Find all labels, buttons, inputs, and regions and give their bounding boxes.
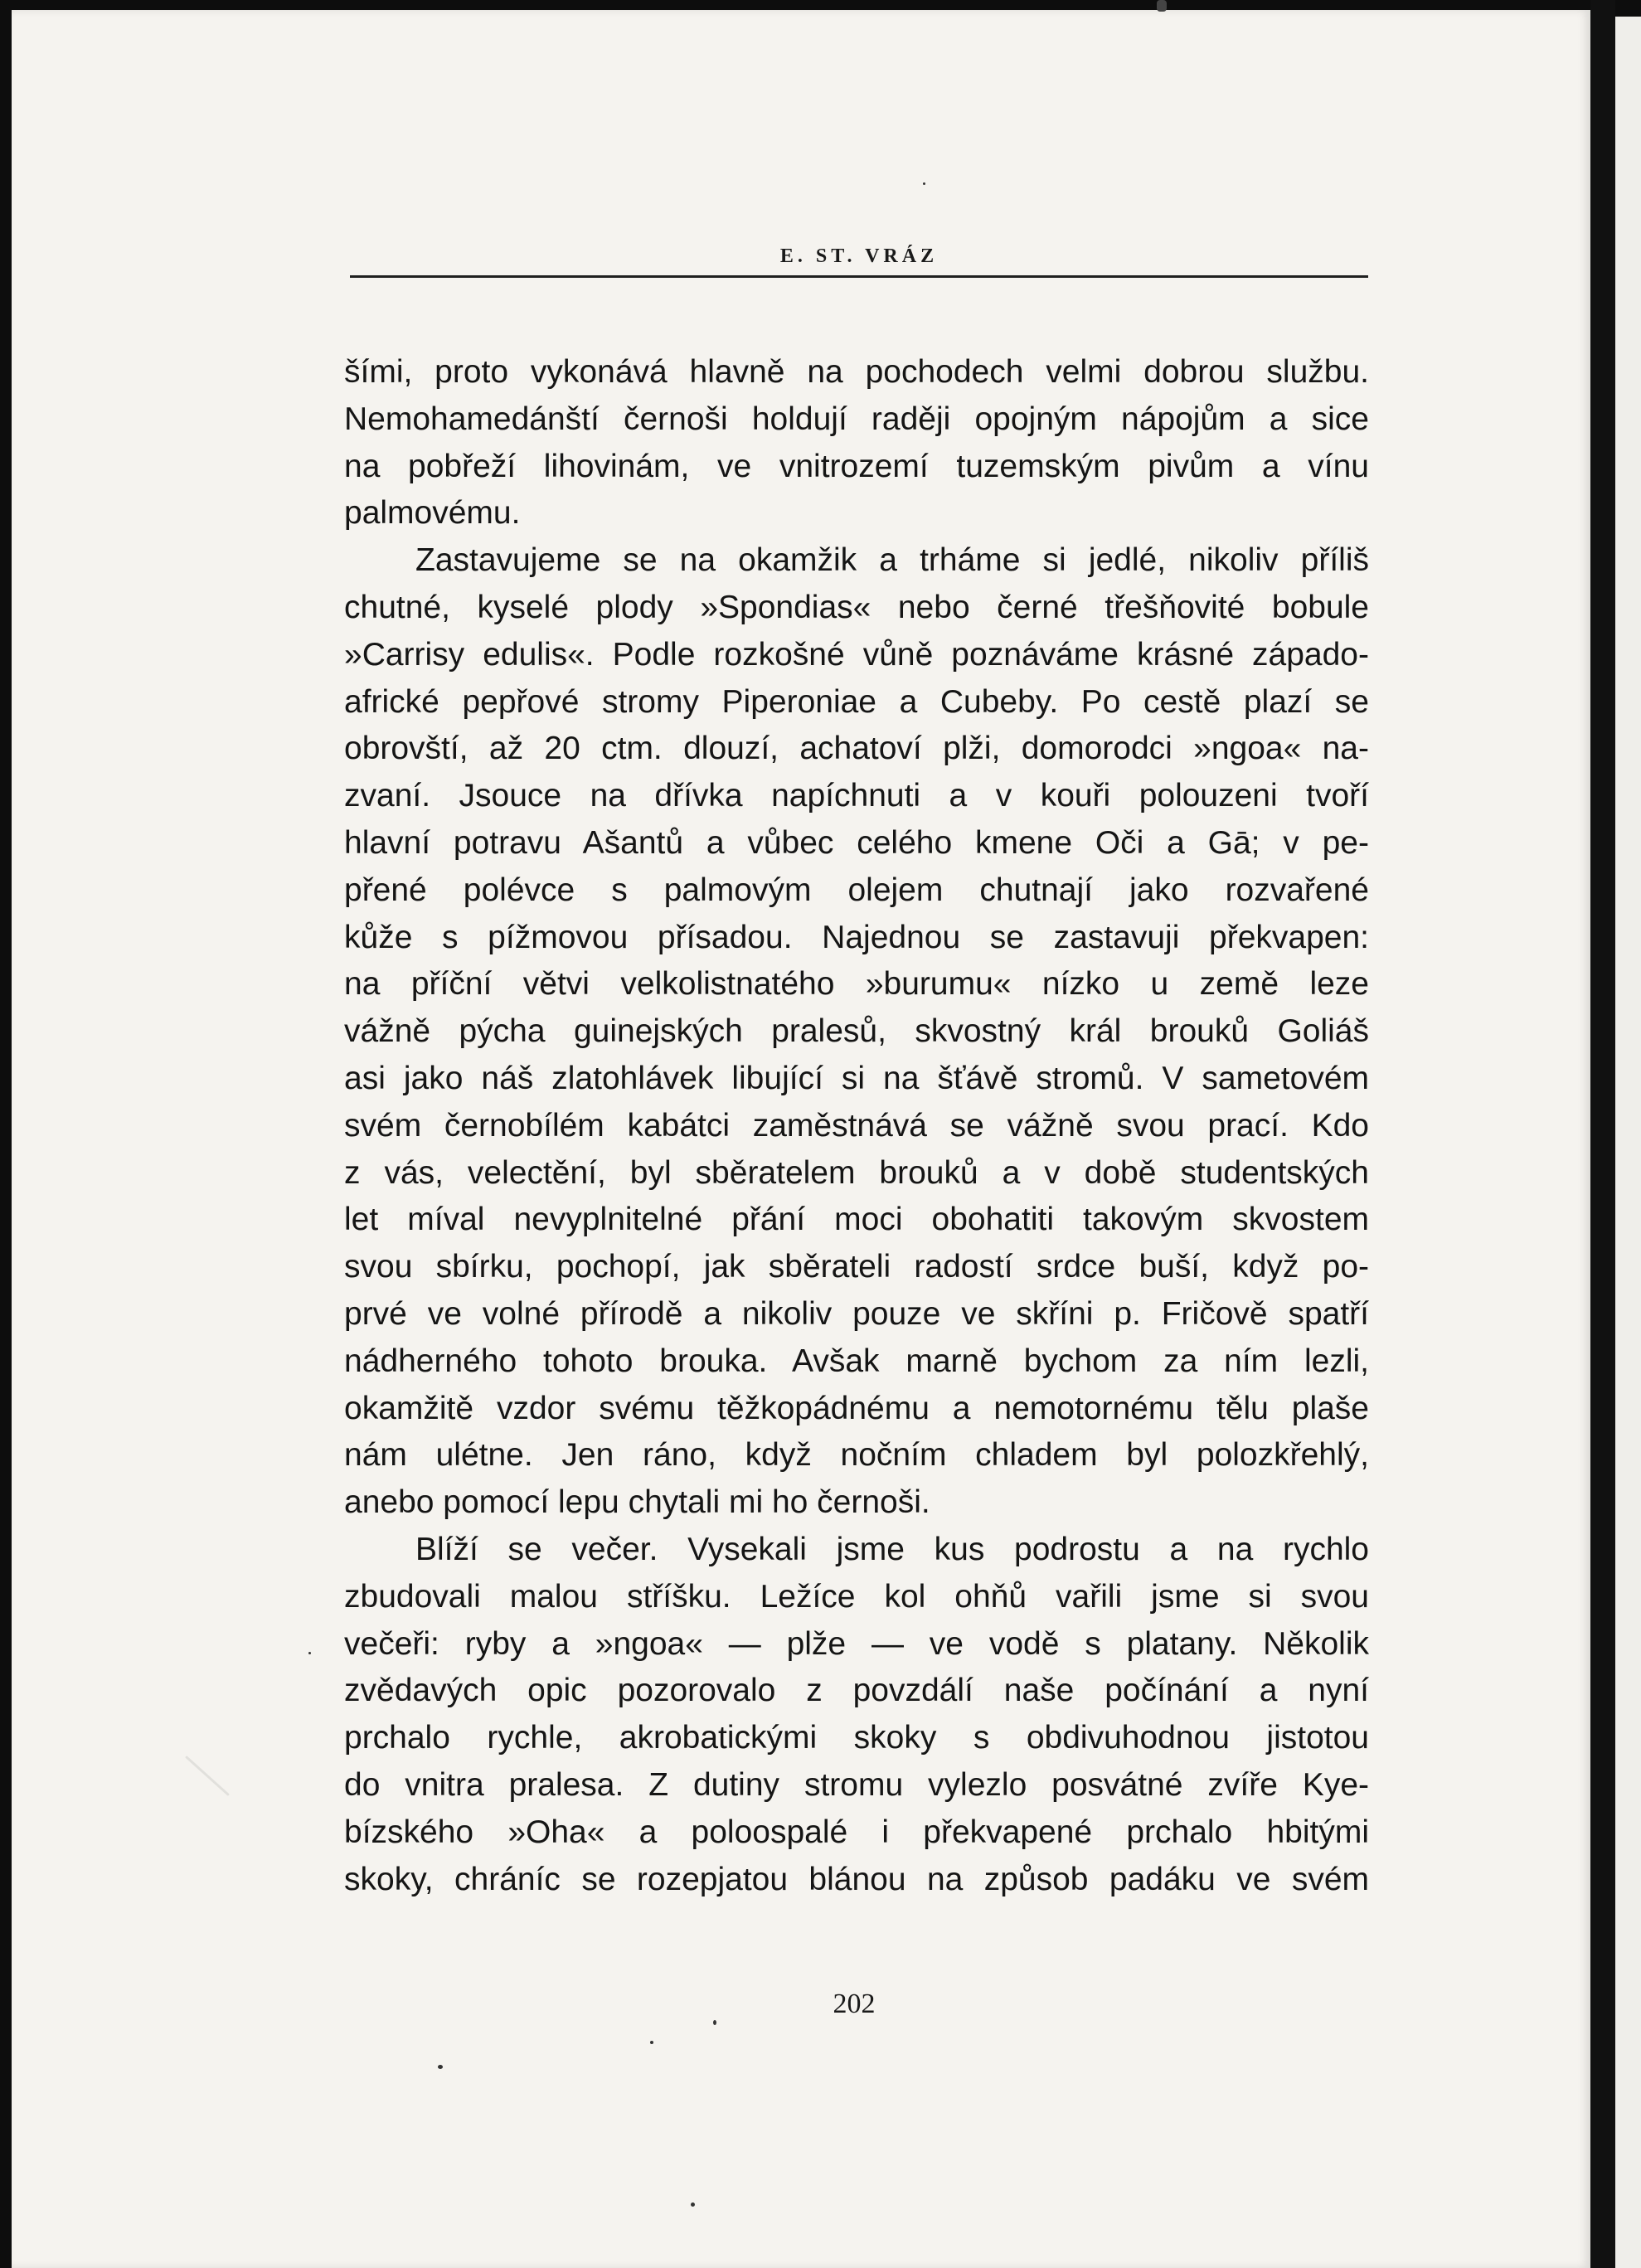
text-line: nádherného tohoto brouka. Avšak marně bychom za ním lezli, — [344, 1343, 1369, 1379]
text-line: asi jako náš zlatohlávek libující si na šťávě stromů. V sametovém — [344, 1060, 1369, 1096]
text-line: hlavní potravu Ašantů a vůbec celého kmene Oči a Gā; v pe- — [344, 824, 1369, 861]
text-line: zvědavých opic pozorovalo z povzdálí naše počínání a nyní — [344, 1673, 1369, 1709]
text-line: prchalo rychle, akrobatickými skoky s obdivuhodnou jistotou — [344, 1720, 1369, 1756]
text-line: šími, proto vykonává hlavně na pochodech velmi dobrou službu. — [344, 354, 1369, 390]
text-line: svou sbírku, pochopí, jak sběrateli radostí srdce buší, když po- — [344, 1249, 1369, 1285]
text-line: vážně pýcha guinejských pralesů, skvostný král brouků Goliáš — [344, 1013, 1369, 1050]
scan-speck — [650, 2041, 653, 2044]
body-text — [344, 349, 1369, 1903]
text-line: prvé ve volné přírodě a nikoliv pouze ve skříni p. Fričově spatří — [344, 1295, 1369, 1332]
text-line: přené polévce s palmovým olejem chutnají jako rozvařené — [344, 872, 1369, 908]
text-line: večeři: ryby a »ngoa« — plže — ve vodě s platany. Několik — [344, 1625, 1369, 1662]
scan-speck — [713, 2020, 716, 2025]
text-line: Blíží se večer. Vysekali jsme kus podrostu a na rychlo — [415, 1531, 1369, 1567]
scan-speck — [923, 182, 925, 185]
text-line: obrovští, až 20 ctm. dlouzí, achatoví plži, domorodci »ngoa« na- — [344, 731, 1369, 767]
text-line: palmovému. — [344, 495, 521, 532]
page-number: 202 — [833, 1989, 876, 2019]
scan-smudge — [1157, 0, 1167, 12]
scan-speck — [308, 1652, 311, 1654]
text-line: svém černobílém kabátci zaměstnává se vážně svou prací. Kdo — [344, 1107, 1369, 1144]
text-line: kůže s pížmovou přísadou. Najednou se zastavuji překvapen: — [344, 919, 1369, 955]
running-head: E. ST. VRÁZ — [779, 245, 939, 267]
text-line: »Carrisy edulis«. Podle rozkošné vůně poznáváme krásné západo- — [344, 636, 1369, 673]
text-line: z vás, velectění, byl sběratelem brouků a v době studentských — [344, 1154, 1369, 1191]
text-line: zbudovali malou stříšku. Ležíce kol ohňů vařili jsme si svou — [344, 1578, 1369, 1615]
text-line: bízského »Oha« a poloospalé i překvapené prchalo hbitými — [344, 1814, 1369, 1850]
text-line: nám ulétne. Jen ráno, když nočním chladem byl polozkřehlý, — [344, 1437, 1369, 1474]
text-line: na pobřeží lihovinám, ve vnitrozemí tuzemským pivům a vínu — [344, 448, 1369, 484]
text-line: africké pepřové stromy Piperoniae a Cubeby. Po cestě plazí se — [344, 683, 1369, 720]
scan-speck — [691, 2202, 695, 2207]
text-line: okamžitě vzdor svému těžkopádnému a nemotornému tělu plaše — [344, 1390, 1369, 1426]
text-line: zvaní. Jsouce na dřívka napíchnuti a v kouři polouzeni tvoří — [344, 778, 1369, 814]
text-line: do vnitra pralesa. Z dutiny stromu vylezlo posvátné zvíře Kye- — [344, 1766, 1369, 1803]
text-line: Nemohamedánští černoši holdují raději opojným nápojům a sice — [344, 401, 1369, 437]
text-line: skoky, chráníc se rozepjatou blánou na způsob padáku ve svém — [344, 1861, 1369, 1897]
text-line: anebo pomocí lepu chytali mi ho černoši. — [344, 1484, 930, 1521]
next-page-edge — [1615, 17, 1641, 2268]
text-line: let míval nevyplnitelné přání moci obohatiti takovým skvostem — [344, 1202, 1369, 1238]
text-line: chutné, kyselé plody »Spondias« nebo černé třešňovité bobule — [344, 589, 1369, 625]
scan-speck — [438, 2065, 443, 2069]
binding-edge-shadow — [1590, 0, 1615, 2268]
text-line: na příční větvi velkolistnatého »burumu« nízko u země leze — [344, 966, 1369, 1003]
page-header — [350, 245, 1368, 279]
text-line: Zastavujeme se na okamžik a trháme si jedlé, nikoliv příliš — [415, 542, 1369, 579]
header-rule — [350, 275, 1368, 278]
